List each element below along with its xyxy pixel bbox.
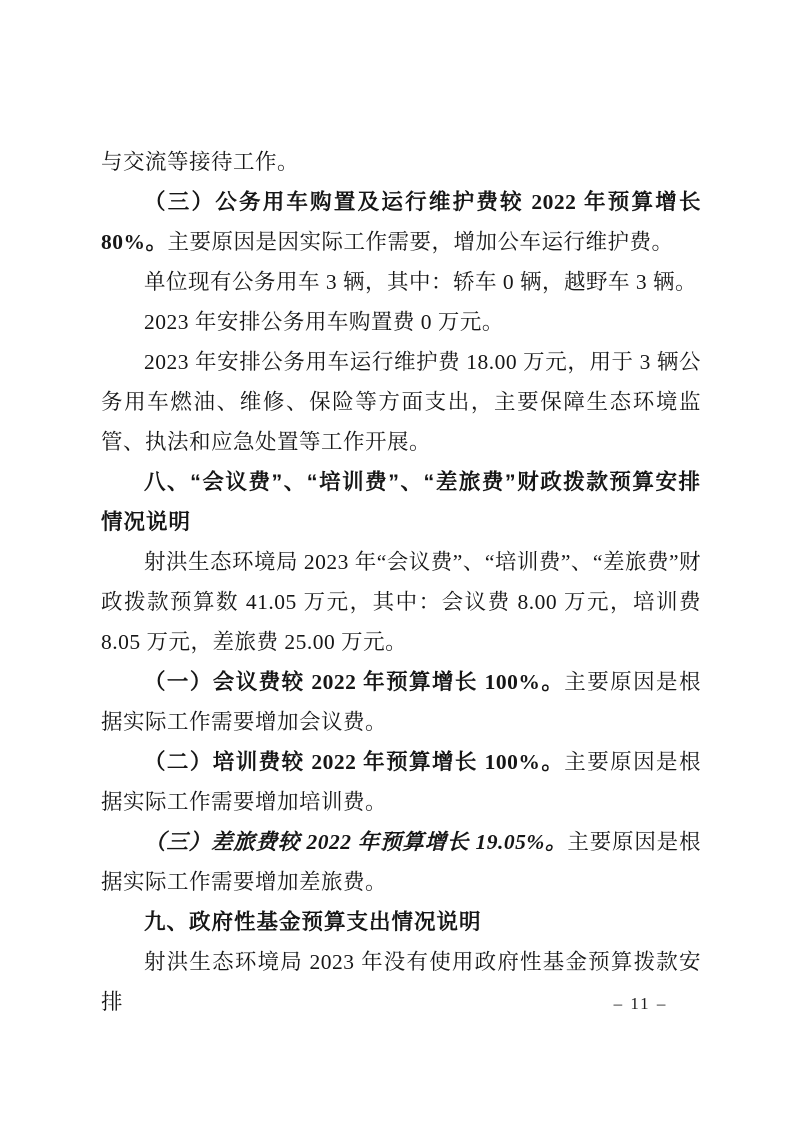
- para-three-fees-budget-total-text: 射洪生态环境局 2023 年“会议费”、“培训费”、“差旅费”财政拨款预算数 41.05 万元，其中：会议费 8.00 万元，培训费 8.05 万元，差旅费 25.00 万元。: [101, 550, 702, 654]
- heading-section-nine-gov-fund: [101, 902, 701, 942]
- heading-section-eight-three-fees-text: 八、“会议费”、“培训费”、“差旅费”财政拨款预算安排情况说明: [101, 470, 701, 534]
- para-travel-fee-increase-text: 主要原因是根据实际工作需要增加差旅费。: [101, 830, 701, 894]
- para-training-fee-increase: [101, 742, 701, 822]
- para-meeting-fee-increase-text: （一）会议费较 2022 年预算增长 100%。: [144, 670, 565, 694]
- para-continuation-reception-work-text: 与交流等接待工作。: [101, 150, 300, 174]
- para-vehicle-purchase-maintenance-increase-text: （三）公务用车购置及运行维护费较 2022 年预算增长 80%。: [101, 190, 701, 254]
- para-vehicle-purchase-maintenance-increase-text: 主要原因是因实际工作需要，增加公车运行维护费。: [167, 230, 674, 254]
- para-meeting-fee-increase: [101, 662, 701, 742]
- page-number: – 11 –: [613, 994, 668, 1013]
- para-vehicle-count-text: 单位现有公务用车 3 辆，其中：轿车 0 辆，越野车 3 辆。: [144, 270, 698, 294]
- para-vehicle-maintenance-fee-2023: [101, 342, 701, 462]
- para-three-fees-budget-total: [101, 542, 701, 662]
- para-vehicle-purchase-fee-2023-text: 2023 年安排公务用车购置费 0 万元。: [144, 310, 504, 334]
- para-vehicle-count: [101, 262, 701, 302]
- para-vehicle-maintenance-fee-2023-text: 2023 年安排公务用车运行维护费 18.00 万元，用于 3 辆公务用车燃油、维修、保险等方面支出，主要保障生态环境监管、执法和应急处置等工作开展。: [101, 350, 701, 454]
- document-body: [101, 142, 701, 1022]
- para-meeting-fee-increase-text: 主要原因是根据实际工作需要增加会议费。: [101, 670, 701, 734]
- para-vehicle-purchase-fee-2023: [101, 302, 701, 342]
- heading-section-eight-three-fees: [101, 462, 701, 542]
- para-training-fee-increase-text: 主要原因是根据实际工作需要增加培训费。: [101, 750, 701, 814]
- para-training-fee-increase-text: （二）培训费较 2022 年预算增长 100%。: [144, 750, 565, 774]
- para-vehicle-purchase-maintenance-increase: [101, 182, 701, 262]
- para-travel-fee-increase-text: （三）差旅费较 2022 年预算增长 19.05%。: [144, 830, 568, 854]
- para-travel-fee-increase: [101, 822, 701, 902]
- heading-section-nine-gov-fund-text: 九、政府性基金预算支出情况说明: [144, 910, 482, 934]
- para-gov-fund-not-used-text: 射洪生态环境局 2023 年没有使用政府性基金预算拨款安排: [101, 950, 701, 1014]
- para-continuation-reception-work: [101, 142, 701, 182]
